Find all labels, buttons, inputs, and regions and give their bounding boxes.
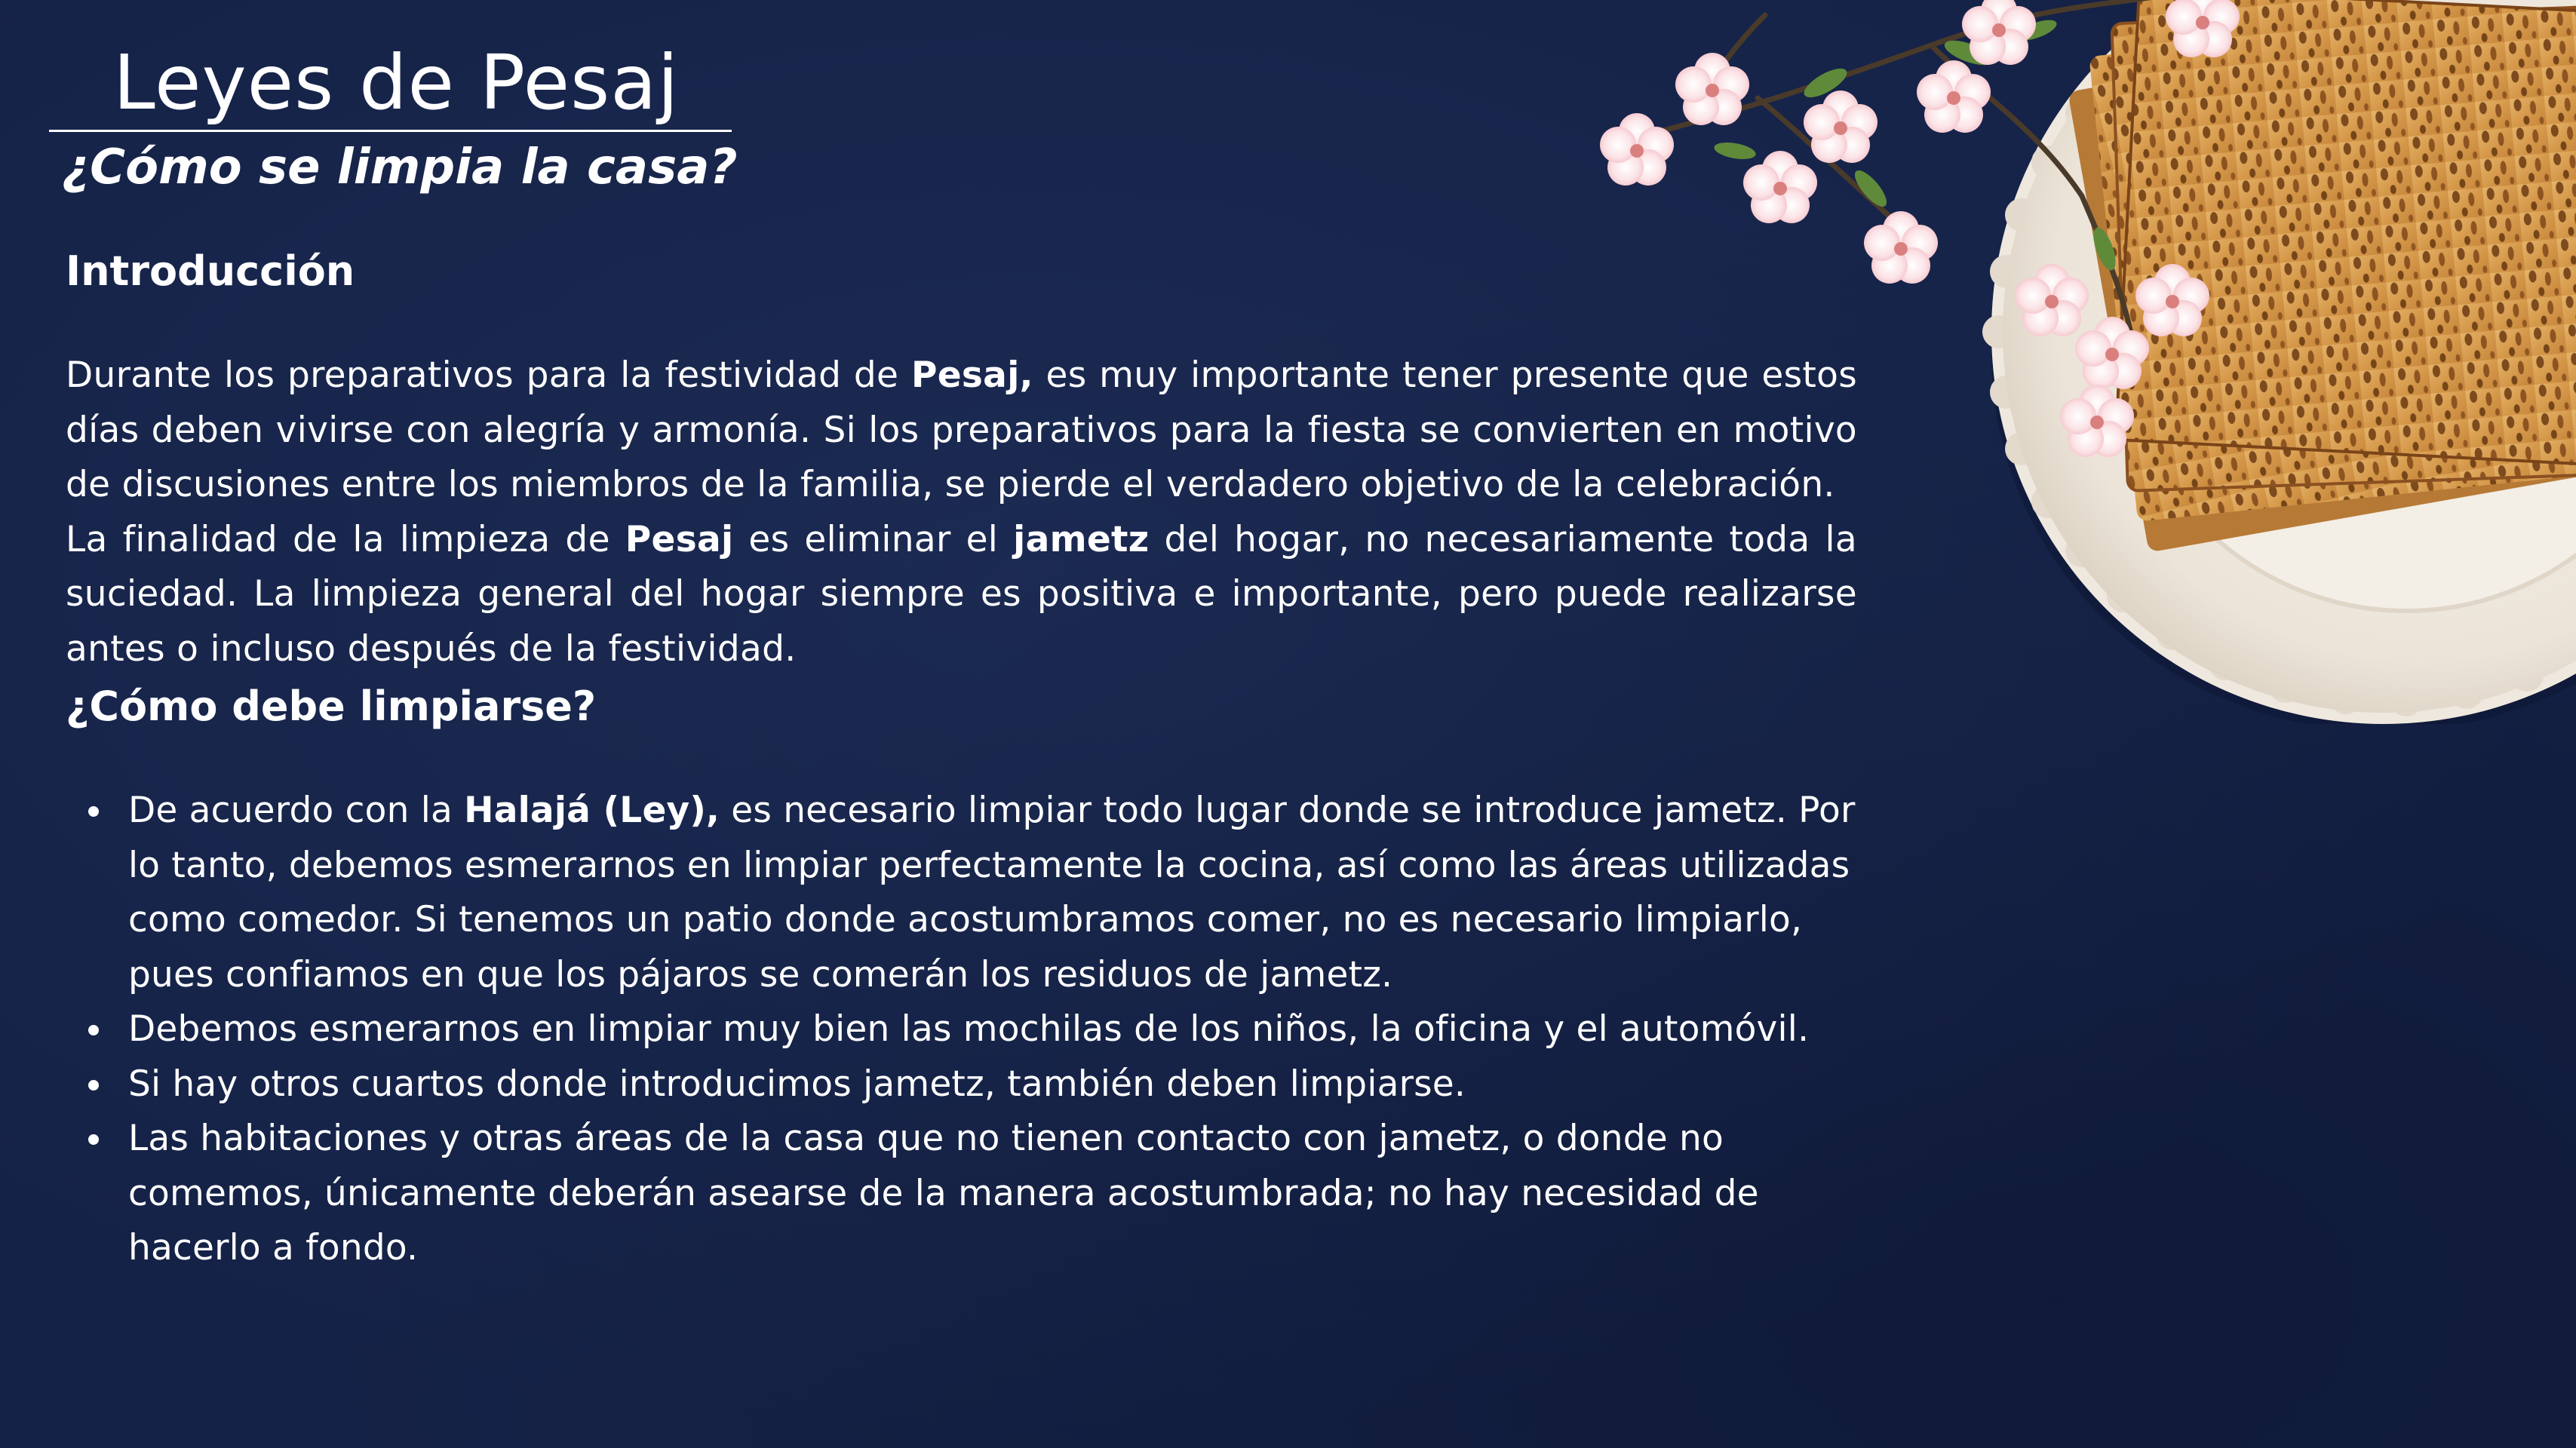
content-area <box>66 241 1857 1276</box>
list-item: Debemos esmerarnos en limpiar muy bien las mochilas de los niños, la oficina y el automóvil. <box>66 1002 1857 1057</box>
slide-title: Leyes de Pesaj <box>113 38 680 127</box>
list-item: Las habitaciones y otras áreas de la casa que no tienen contacto con jametz, o donde no comemos, únicamente deberán asearse de la manera acostumbrada; no hay necesidad de hacerlo a fondo. <box>66 1112 1857 1276</box>
bullet-icon <box>88 806 99 817</box>
cleaning-rules-list <box>66 784 1857 1276</box>
how-heading: ¿Cómo debe limpiarse? <box>66 683 597 730</box>
intro-heading: Introducción <box>66 247 355 295</box>
bullet-icon <box>88 1080 99 1091</box>
title-divider <box>49 130 732 132</box>
slide-subtitle: ¿Cómo se limpia la casa? <box>62 140 738 195</box>
bullet-icon <box>88 1025 99 1035</box>
bullet-icon <box>88 1134 99 1145</box>
intro-paragraph-1: Durante los preparativos para la festividad de Pesaj, es muy importante tener presente que estos días deben vivirse con alegría y armonía. Si los preparativos para la fiesta se convierten en motivo de discusiones entre los miembros de la familia, se pierde el verdadero objetivo de la celebración. <box>66 354 1857 505</box>
list-item: Si hay otros cuartos donde introducimos jametz, también deben limpiarse. <box>66 1057 1857 1112</box>
list-item: De acuerdo con la Halajá (Ley), es necesario limpiar todo lugar donde se introduce jametz. Por lo tanto, debemos esmerarnos en limpiar perfectamente la cocina, así como las áreas utilizadas como comedor. Si tenemos un patio donde acostumbramos comer, no es necesario limpiarlo, pues confiamos en que los pájaros se comerán los residuos de jametz. <box>66 784 1857 1002</box>
intro-paragraph-2: La finalidad de la limpieza de Pesaj es eliminar el jametz del hogar, no necesariamente toda la suciedad. La limpieza general del hogar siempre es positiva e importante, pero puede realizarse antes o incluso después de la festividad. <box>66 518 1857 670</box>
